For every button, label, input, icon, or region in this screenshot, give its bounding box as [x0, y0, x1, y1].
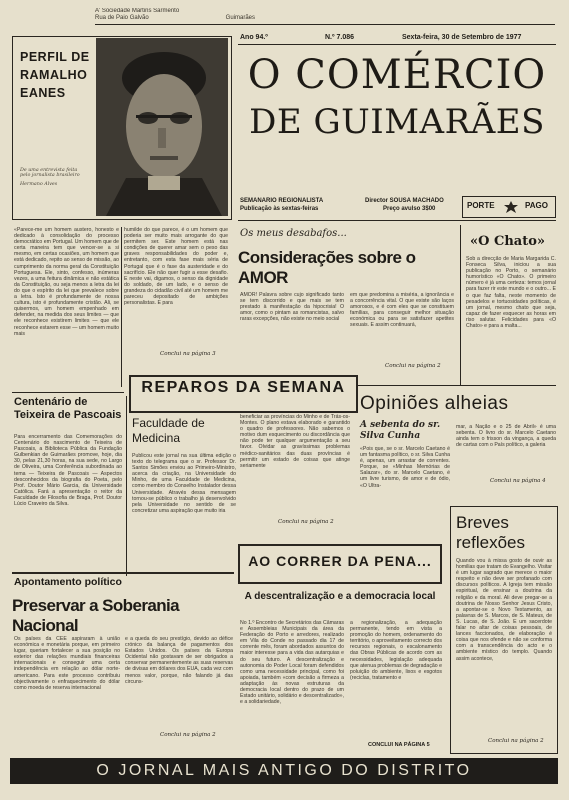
opinioes-col1: «Pois que, se o sr. Marcelo Caetano é um fantasma político, o sr. Silva Cunha é, apenas, um arrastar de correntes. Porque, se «Minhas Memórias de Salazar», do sr. Marcelo Caetano, é um livre turismo, de amor e de ódio, «O Ultra-	[360, 446, 450, 489]
chato-body: Sob a direcção de Maria Margarida C. Fonseca Silva, iniciou a sua publicação no Porto, o semanário humorístico «O Chato». O primeiro número é já uma certeza: temos jornal para fazer rir este mundo e o outro... E o que faz falta, neste momento de pesadelos e tortuosidades políticas, é um jornal, mesmo chato que seja, capaz de fazer esquecer as horas em riso salutar. Felicidades para «O Chato» e para a malta...	[466, 256, 556, 330]
correr-col1: No 1.º Encontro de Secretários das Câmaras e Assembleias Municipais da área da Federação do Porto e arredores, realizado em Vila do Conde no passado dia 17 de corrente mês, foram abordados assuntos do maior interesse para a vida das autarquias e do seu futuro. A descentralização e autonomia do Poder Local foram defendidos como uma necessidade principal, como foi apoiada, também «com decisão a firmeza a adaptação às novas estruturas da democracia local dentro do prazo de um Estado unitário, solidário e descentralizado», e a solidariedade,	[240, 620, 344, 706]
apontamento-kicker: Apontamento político	[14, 576, 122, 588]
apontamento-title: Preservar a Soberania Nacional	[12, 596, 179, 635]
breves-continue: Conclui na página 2	[488, 738, 544, 744]
issue-year: Ano 94.º	[240, 34, 268, 41]
masthead-subtitle1: SEMANARIO REGIONALISTA	[240, 198, 324, 204]
masthead-price: Preço avulso 3$00	[383, 206, 436, 212]
address-line1: A' Sociedade Martins Sarmento	[95, 8, 180, 14]
masthead-title-line2: DE GUIMARÃES	[249, 102, 545, 142]
address-line2: Rua de Paio Galvão	[95, 15, 149, 21]
correr-continue: CONCLUI NA PÁGINA 5	[368, 742, 430, 748]
medicina-col2: beneficiar as províncias do Minho e de Trás-os-Montes. O plano estava elaborado e garantido o quadro de professores. Não sabemos o motivo dum esquecimento ou discordância que não pode ter qualquer argumentação a seu favor. Olvidar as gravíssimas problemas médico-sanitários das duas províncias é permitir um estado de coisas que atinge seriamente	[240, 414, 350, 469]
profile-title: PERFIL DE RAMALHO EANES	[20, 50, 90, 100]
teixeira-title: Centenário de Teixeira de Pascoais	[14, 396, 122, 421]
reparos-banner-text: REPAROS DA SEMANA	[141, 379, 346, 396]
emblem-icon	[503, 199, 519, 213]
caption-line2: pelo jornalista brasileiro	[20, 173, 80, 178]
medicina-title: Faculdade de Medicina	[132, 416, 205, 445]
profile-body: «Parece-me um homem austero, honesto e dedicado à consolidação do processo democrático em Portugal. Um homem que de certa maneira tem que vencer-se a si mesmo, em certas ocasiões, um homem que está dedicado, repito ao senso de missão, ao cumprimento da norma geral da Constituição Portuguesa. Ele, sinto, confesso, inúmeras vezes, a uma feitura dinâmica e não estática da Constituição, ou seja menos a letra da lei do que o espírito da lei que prevalece sobre a letra. Isto é profundamente de nossa cultura, isto é profundamente cristão. Ali, se quisermos, um homem empenhado em defender, na medida dos seus limites — que ele reconhece existirem limites — que ele reconhece estarem esse — um homem muito mais	[14, 227, 119, 337]
apontamento-continue: Conclui na página 2	[160, 732, 216, 738]
breves-body: Quando vou à missa gosto de ouvir as homilias que tratam do Evangelho. Visitar é um lugar sagrado que merece o maior respeito e não deve ser profanado com discursos políticos. A Igreja tem missão espiritual, de ensinar a doutrina da religião e da moral. Ali deve pregar-se a doutrina de Nosso Senhor Jesus Cristo, a apontar-se o Novo Testamento, as palavras de S. Marcos, de S. Mateus, de S. Lucas, de S. João. E um sacerdote falar no altar de coisas pessoais, de lances faccionados, de elaboração é coisa que nos ofende e não se conforma com a transcendência do acto e o ambiente místico do templo. Quando assim acontece,	[456, 558, 552, 662]
opinioes-subtitle: A sebenta do sr. Silva Cunha	[360, 420, 441, 441]
eanes-portrait	[96, 38, 228, 216]
profile-body-2: humilde do que parece, é o um homem que poderia ser muito mais arrogante do que permitem ser. Este homem está nas condições de querer amar sem o peso das graves responsabilidades do poder e, entretanto, com esta fase mais séria de Portugal que é o fase da austeridade e do sacrifício. Ele não quer fugir a esse desafio. E neste vai, digamos, o senso da dignidade do soldado, de um lado, e o senso de grandeza do cidadão civil até um homem me pareceu depositado de ambições personalistas. E para	[124, 227, 228, 307]
section-rule	[356, 385, 556, 386]
correr-col2: a regionalização, a adequação permanente, tendo em vista a promoção do homem, ordenamento do território, o aproveitamento correcto dos recursos regionais, o escalonamento das Obras Públicas de acordo com as necessidades, legislação adequada que atenua problemas de degradação e poluição do ambiente, lixos e esgotos (reciclas, tratamento e	[350, 620, 442, 681]
address-label	[95, 8, 315, 22]
chato-title: «O Chato»	[470, 234, 545, 249]
teixeira-body: Para encerramento das Comemorações do Centenário do nascimento de Teixeira de Pascoais, a Biblioteca Pública da Fundação Gulbenkian de Guimarães promove, hoje, dia 30, pelas 21,30 horas, na sua sede, no Largo de Oliveira, uma Conferência subordinada ao tema — Teixeira de Pascoais — Aspectos desconhecidos da biografia do Poeta, pelo Prof. Doutor Mário Garcia, da Universidade Católica. Fará a apresentação o reitor da Faculdade de Filosofia de Braga, Prof. Doutor Lúcio Craveiro da Silva.	[14, 434, 122, 508]
desabafos-col2: em que predomina a miséria, a ignorância e a concorrência vital. O que existe são laços amorosos, e é com eles que se constituem famílias, para conseguir melhor situação económica ou para se satisfazer apetites sexuais. E assim continuará,	[350, 292, 454, 329]
issue-date: Sexta-feira, 30 de Setembro de 1977	[402, 34, 522, 41]
col-divider	[460, 225, 461, 385]
porte-label: PORTE	[467, 201, 495, 210]
address-city: Guimarães	[225, 15, 255, 21]
correr-headline: A descentralização e a democracia local	[244, 591, 436, 602]
medicina-continue: Conclui na página 2	[278, 519, 334, 525]
portrait-icon	[96, 38, 228, 216]
masthead-title-line1: O COMÉRCIO	[247, 52, 547, 98]
caption-line3: Hermano Alves	[20, 182, 58, 187]
apontamento-col1: Os países da CEE aspiraram à união económica e monetária porque, em primeiro lugar, queriam fortalecer a sua posição no exterior das relações mundiais financeiras internacionais e conseguir uma certa independência em relação ao dólar norte-americano. Para este processo contribuiu objectivamente o enfraquecimento do dólar como moeda de reserva internacional	[14, 636, 120, 691]
profile-caption	[20, 168, 90, 187]
correr-banner-text: AO CORRER DA PENA...	[248, 553, 432, 569]
desabafos-col1: AMOR! Palavra sobre cujo significado tanto se tem discorrido e que mais se tem prestado à manifestação da hipocrisia! O amor, como o pintam as romancistas, salvo raras excepções, não existe no meio social	[240, 292, 344, 323]
desabafos-kicker: Os meus desabafos...	[240, 228, 347, 239]
breves-title: Breves reflexões	[456, 513, 525, 552]
profile-continue: Conclui na página 3	[160, 351, 216, 357]
desabafos-continue: Conclui na página 2	[385, 363, 441, 369]
medicina-body: Publicou este jornal na sua última edição o texto do telegrama que o sr. Professor Dr. Santos Simões enviou ao Primeiro-Ministro, acerca da criação, na Universidade do Minho, de uma Faculdade de Medicina, como membro do Conselho Instalador dessa Universidade. Através dessa mensagem tornou-se público o trabalho já desenvolvido pela Universidade no sentido de se concretizar uma aspiração que muito iria	[132, 453, 236, 514]
masthead-director: Director SOUSA MACHADO	[365, 198, 444, 204]
apontamento-col2: e a queda do seu prestígio, devido ao défice crónico da balança de pagamentos dos Estados Unidos. Os países da Europa Ocidental não gostavam de ser obrigados a conservar permanentemente as suas reservas de divisas em dólares dos EUA, cada vez com menos valor, porque, não falando já das circuns-	[125, 636, 233, 685]
col-divider	[121, 227, 122, 387]
opinioes-continue: Conclui na página 4	[490, 478, 546, 484]
section-rule	[12, 392, 124, 393]
section-rule	[12, 572, 234, 574]
masthead-bottom-rule	[238, 220, 556, 221]
top-divider	[95, 24, 555, 25]
pago-label: PAGO	[525, 201, 548, 210]
opinioes-title: Opiniões alheias	[360, 393, 509, 414]
footer-text: O JORNAL MAIS ANTIGO DO DISTRITO	[96, 762, 472, 779]
desabafos-title: Considerações sobre o AMOR	[238, 248, 416, 287]
opinioes-col2: mar, a Nação e o 25 de Abril» é uma sebenta. O livro do sr. Marcelo Caetano ainda tem o frisson da vingança, a queda de cartas com o País político, a galeria	[456, 424, 556, 449]
col-divider	[126, 396, 127, 576]
masthead-rule	[238, 44, 556, 45]
issue-number: N.º 7.086	[325, 34, 355, 41]
masthead-subtitle2: Publicação às sextas-feiras	[240, 206, 319, 212]
caption-line1: De uma entrevista feita	[20, 168, 78, 173]
